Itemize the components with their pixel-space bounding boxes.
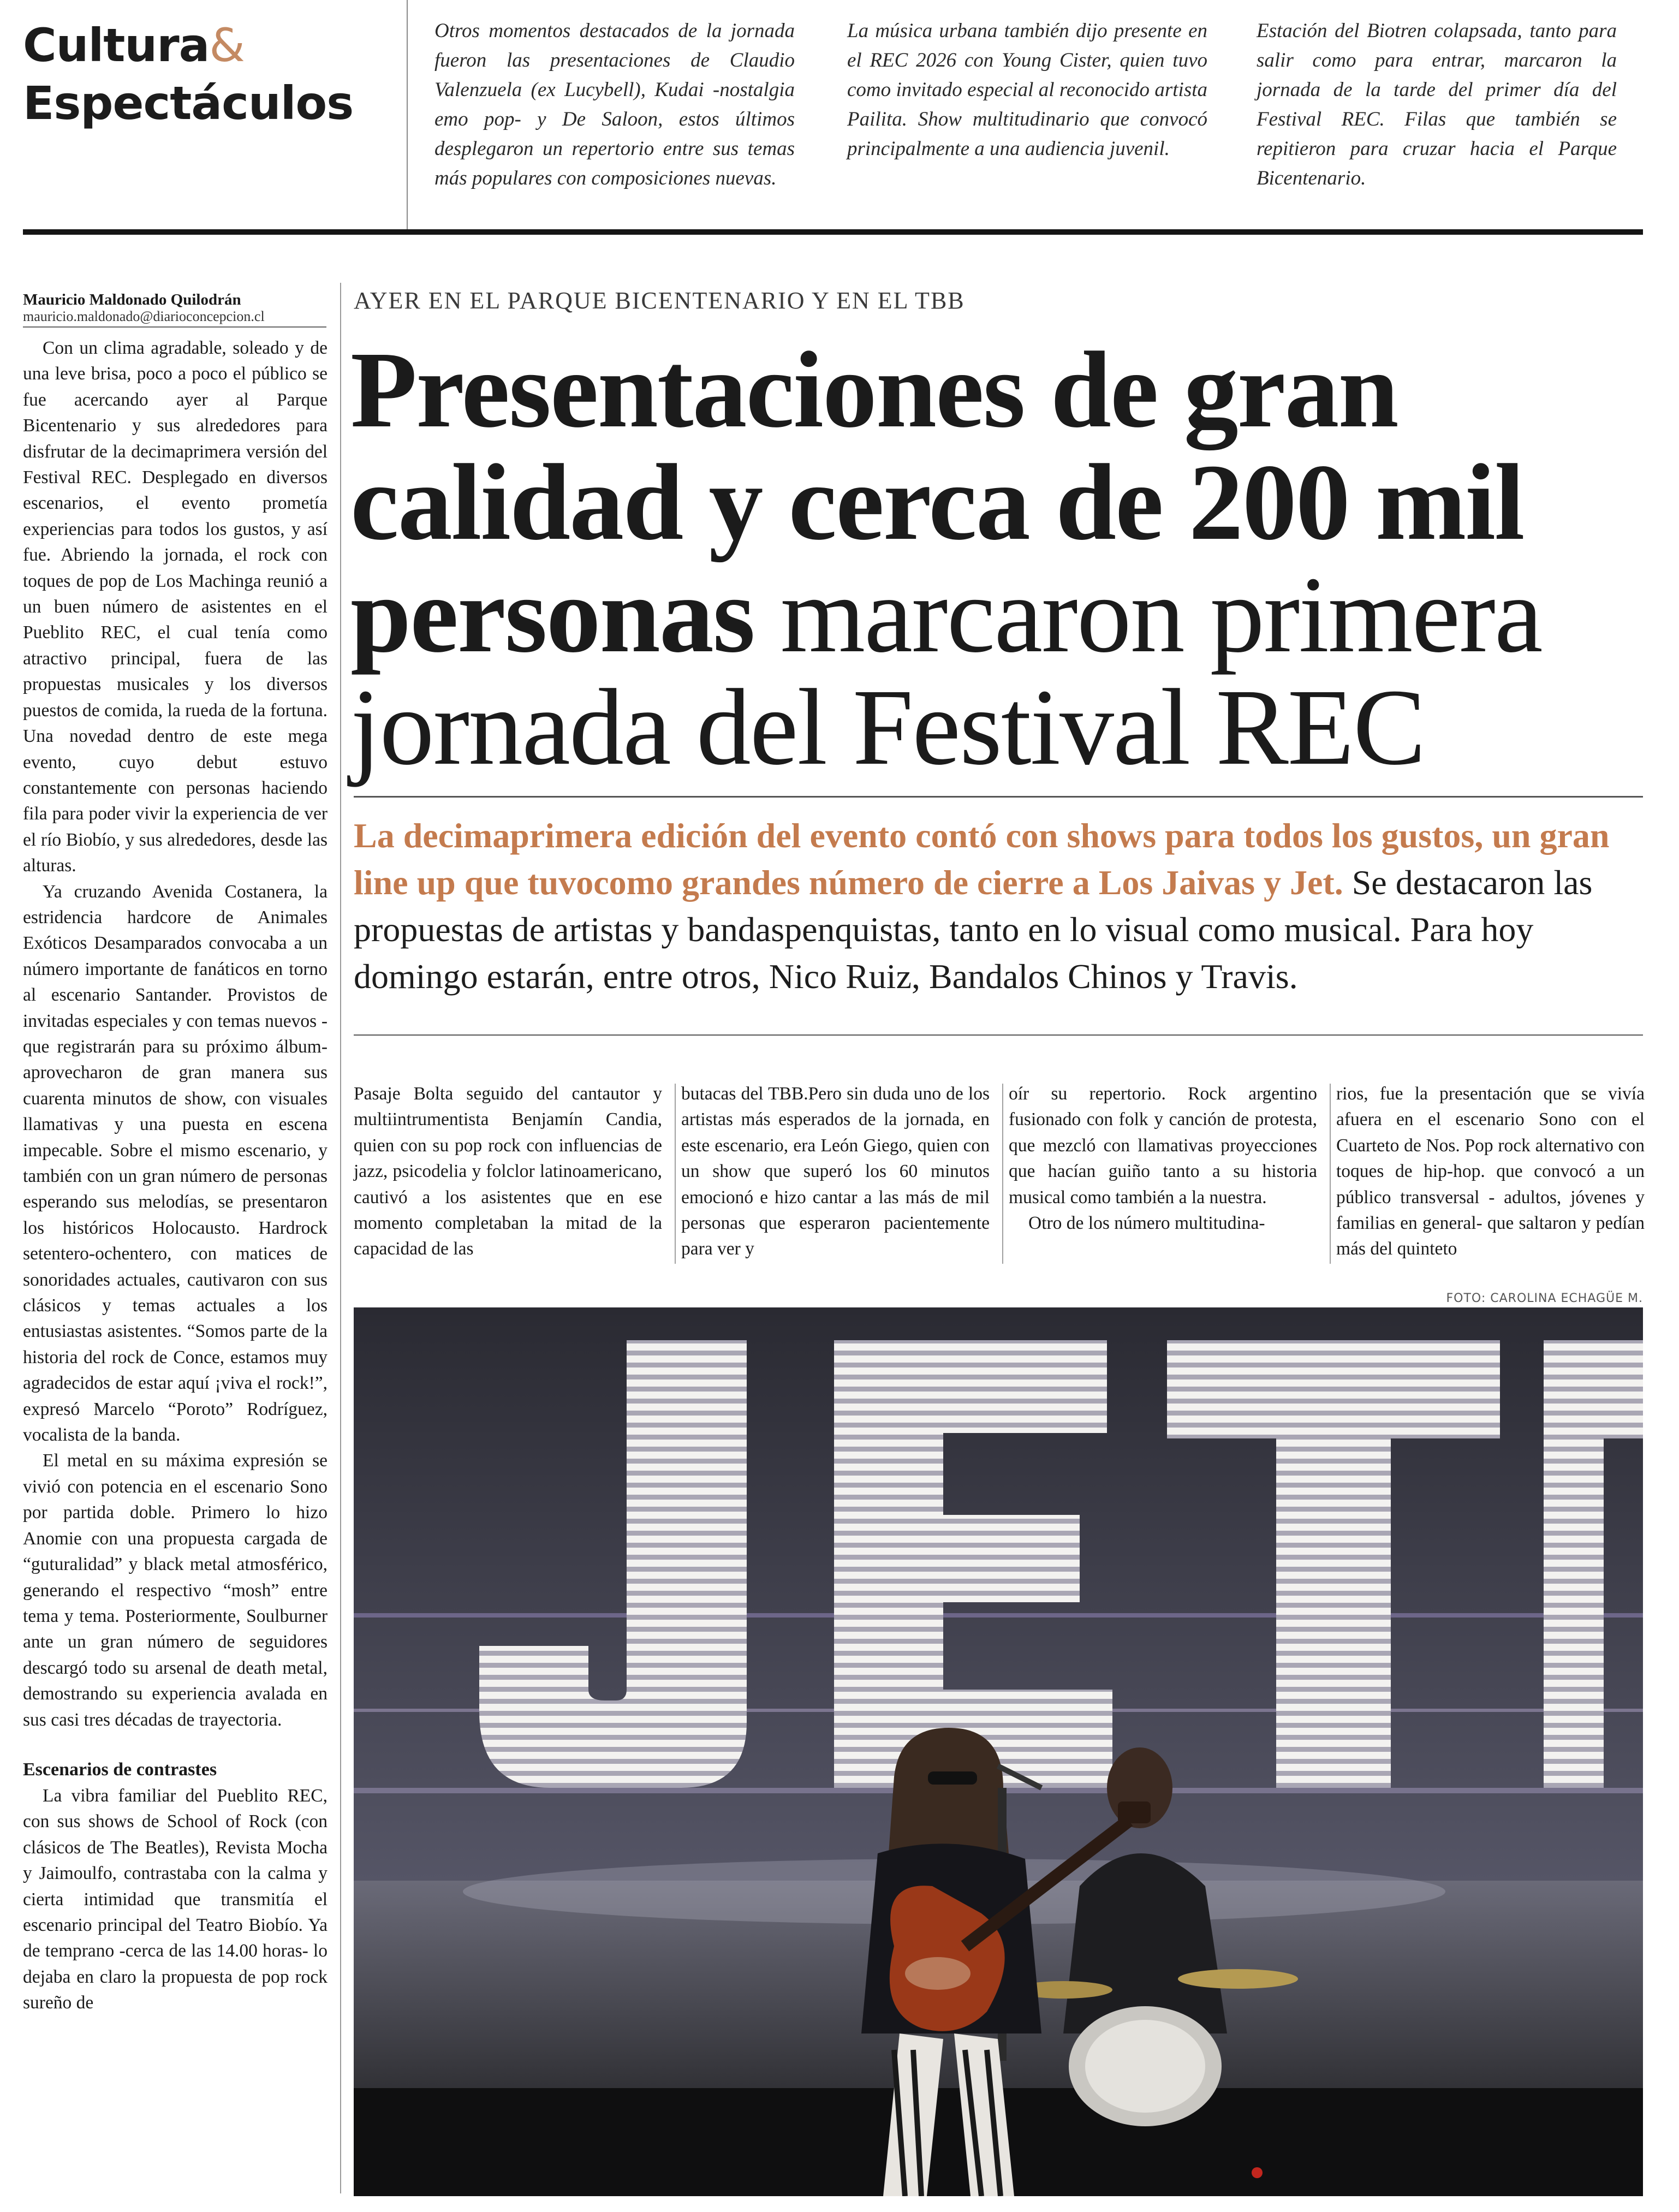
body-column-2 xyxy=(681,1081,990,1262)
brief-1: Otros momentos destacados de la jornada fueron las presentaciones de Claudio Valenzuela (ex Lucybell), Kudai -nostalgia emo pop- y De Saloon, estos últimos desplegaron un repertorio entre sus temas más populares con composiciones nuevas. xyxy=(434,20,795,189)
concert-photo xyxy=(354,1307,1643,2196)
top-divider xyxy=(407,0,408,232)
headline-rule xyxy=(354,796,1643,798)
body-column-2-text: butacas del TBB.Pero sin duda uno de los artistas más esperados de la jornada, en este escenario, era León Giego, quien con un show que superó los 60 minutos emocionó e hizo cantar a las más de mil personas que esperaron pacientemente para ver y xyxy=(681,1084,990,1259)
headline-bold: Presentaciones de gran calidad y cerca de 200 mil personas xyxy=(350,330,1524,675)
body-column-1-text: Pasaje Bolta seguido del cantautor y multiintrumentista Benjamín Candia, quien con su pop rock con influencias de jazz, psicodelia y folclor latinoamericano, cautivó a los asistentes que en ese momento completaban la mitad de la capacidad de las xyxy=(354,1084,662,1259)
headline xyxy=(350,330,1644,788)
body-column-1 xyxy=(354,1081,662,1262)
headline-light: marcaron primera jornada del Festival REC xyxy=(350,555,1542,788)
section-title-second: Espectáculos xyxy=(23,76,354,130)
photo-credit: FOTO: CAROLINA ECHAGÜE M. xyxy=(1446,1292,1643,1305)
left-column-divider xyxy=(340,283,341,2193)
top-rule xyxy=(23,229,1643,235)
deck-rest: Se destacaron las propuestas de artistas y bandaspenquistas, tanto en lo visual como musical. Para hoy domingo estarán, entre otros, Nico Ruiz, Bandalos Chinos y Travis. xyxy=(354,863,1593,996)
body-column-3-text: oír su repertorio. Rock argentino fusionado con folk y canción de protesta, que mezcló con llamativas proyecciones que hacían guiño tanto a su historia musical como también a la nuestra. xyxy=(1009,1084,1317,1208)
left-paragraph-4: La vibra familiar del Pueblito REC, con sus shows de School of Rock (con clásicos de The Beatles), Revista Mocha y Jaimoulfo, contrastaba con la calma y cierta intimidad que transmitía el escenario principal del Teatro Biobío. Ya de temprano -cerca de las 14.00 horas- lo dejaba en claro la propuesta de pop rock sureño de xyxy=(23,1785,328,2013)
body-column-3 xyxy=(1009,1081,1317,1236)
deck-accent: La decimaprimera edición del evento contó con shows para todos los gustos, un gran line up que tuvocomo grandes número de cierre a Los Jaivas y Jet. xyxy=(354,816,1610,902)
brief-2: La música urbana también dijo presente en el REC 2026 con Young Cister, quien tuvo como invitado especial al reconocido artista Pailita. Show multitudinario que convocó principalmente a una audiencia juvenil. xyxy=(847,20,1207,160)
left-paragraph-3: El metal en su máxima expresión se vivió con potencia en el escenario Sono por partida doble. Primero lo hizo Anomie con una propuesta cargada de “guturalidad” y black metal atmosférico, generando el respectivo “mosh” entre tema y tema. Posteriormente, Soulburner ante un gran número de seguidores descargó todo su arsenal de death metal, demostrando su experiencia avalada en sus casi tres décadas de trayectoria. xyxy=(23,1450,328,1730)
kicker: AYER EN EL PARQUE BICENTENARIO Y EN EL TBB xyxy=(354,287,965,314)
column-divider xyxy=(1002,1084,1003,1264)
section-title xyxy=(23,16,405,132)
section-title-amp: & xyxy=(209,19,245,72)
body-column-3-text-2: Otro de los número multitudina- xyxy=(1028,1213,1265,1234)
body-column-4-text: rios, fue la presentación que se vivía afuera en el escenario Sono con el Cuarteto de Nos. Pop rock alternativo con toques de hip-hop. que convocó a un público transversal - adultos, jóvenes y familias en general- que saltaron y pedían más del quinteto xyxy=(1336,1084,1645,1259)
left-paragraph-2: Ya cruzando Avenida Costanera, la estridencia hardcore de Animales Exóticos Desamparados convocaba a un número importante de fanáticos en torno al escenario Santander. Provistos de invitadas especiales y con temas nuevos -que registrarán para su próximo álbum- aprovecharon de gran manera sus cuarenta minutos de show, con visuales llamativas y una puesta en escena impecable. Sobre el mismo escenario, y también con un gran número de personas esperando sus melodías, se presentaron los históricos Holocausto. Hardrock setentero-ochentero, con matices de sonoridades actuales, cautivaron con sus clásicos y temas actuales a los entusiastas asistentes. “Somos parte de la historia del rock de Conce, estamos muy agradecidos de estar aquí ¡viva el rock!”, expresó Marcelo “Poroto” Rodríguez, vocalista de la banda. xyxy=(23,881,328,1446)
brief-3: Estación del Biotren colapsada, tanto para salir como para entrar, marcaron la jornada de la tarde del primer día del Festival REC. Filas que también se repitieron para cruzar hacia el Parque Bicentenario. xyxy=(1257,20,1617,189)
left-column xyxy=(23,335,328,2016)
author-rule xyxy=(23,326,326,328)
section-title-main: Cultura xyxy=(23,19,210,72)
deck xyxy=(354,812,1643,1000)
body-column-4 xyxy=(1336,1081,1645,1262)
author-email: mauricio.maldonado@diarioconcepcion.cl xyxy=(23,308,265,324)
deck-rule xyxy=(354,1034,1643,1036)
subhead: Escenarios de contrastes xyxy=(23,1759,217,1780)
column-divider xyxy=(1330,1084,1331,1264)
left-paragraph-1: Con un clima agradable, soleado y de una leve brisa, poco a poco el público se fue acercando ayer al Parque Bicentenario y sus alrededores para disfrutar de la decimaprimera versión del Festival REC. Desplegado en diversos escenarios, el evento prometía experiencias para todos los gustos, y así fue. Abriendo la jornada, el rock con toques de pop de Los Machinga reunió a un buen número de asistentes en el Pueblito REC, el cual tenía como atractivo principal, fuera de las propuestas musicales y los diversos puestos de comida, la rueda de la fortuna. Una novedad dentro de este mega evento, cuyo debut estuvo constantemente con personas haciendo fila para poder vivir la experiencia de ver el río Biobío, y sus alrededores, desde las alturas. xyxy=(23,338,328,876)
column-divider xyxy=(675,1084,676,1264)
author-name: Mauricio Maldonado Quilodrán xyxy=(23,291,241,308)
